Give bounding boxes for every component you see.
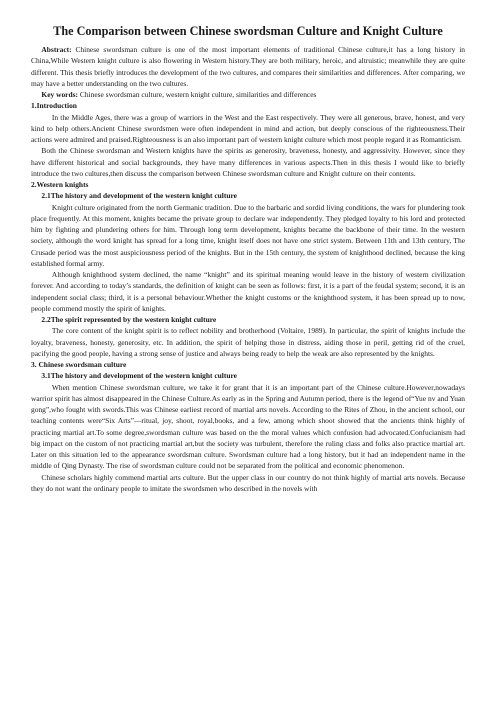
knight-spirit-paragraph: The core content of the knight spirit is to reflect nobility and brotherhood (Voltaire, 1989). In particular, the spirit of knights include the loyalty, braveness, honesty, generosity, etc. In addition, the spirit of helping those in distress, aiding those in peril, getting rid of the cruel, pacifying the good people, having a strong sense of justice and always being ready to help the weak are also represented by the knights. — [31, 326, 465, 358]
keywords-label: Key words: — [41, 90, 78, 99]
section-heading-western-knights: 2.Western knights — [31, 180, 89, 189]
keywords-text: Chinese swordsman culture, western knight culture, similarities and differences — [79, 90, 317, 99]
paper-body — [31, 44, 465, 494]
subsection-heading-2-1: 2.1The history and development of the western knight culture — [41, 191, 237, 201]
introduction-paragraph-1: In the Middle Ages, there was a group of warriors in the West and the East respectively. They were all generous, brave, honest, and very kind to help others.Ancient Chinese swordsmen were often independent in mind and action, but deeply conscious of the righteousness.Their actions were admired and praised.Righteousness is an also important part of western knight culture which most people regard it as Romanticism. — [31, 112, 465, 144]
section-heading-chinese-swordsman: 3. Chinese swordsman culture — [31, 360, 127, 369]
swordsman-paragraph-2: Chinese scholars highly commend martial arts culture. But the upper class in our country do not think highly of martial arts novels. Because they do not want the ordinary people to imitate the swordsmen who described in the novels with — [31, 472, 465, 493]
introduction-paragraph-2: Both the Chinese swordsman and Western knights have the spirits as generosity, braveness, honesty, and aggressivity. However, since they have different historical and social backgrounds, they have many differences in various aspects.Then in this thesis I would like to briefly introduce the two cultures,then discuss the comparison between Chinese swordsman culture and Knight culture on their contents. — [31, 146, 465, 178]
swordsman-paragraph-1: When mention Chinese swordsman culture, we take it for grant that it is an important part of the Chinese culture.However,nowadays warrior spirit has almost disappeared in the Chinese Culture.As early as in the Spring and Autumn period, there is the legend of“Yue nv and Yuan gong”,who fought with swords.This was Chinese earliest record of martial arts novels. According to the Rites of Zhou, in the ancient school, our teaching contents were“Six Arts”—ritual, joy, shoot, royal,books, and a few, among which shoot showed that the ancients think highly of practicing martial art.To some degree,swordsman culture was based on the the moral values which confusion had advocated.Confucianism had big impact on the custom of not practicing martial art,but the society was turbulent, therefore the ruling class and folks also practice martial art. Later on this situation led to the appearance swordsman culture. Swordsman culture had a long history, but it had an independent name in the middle of Qing Dynasty. The rise of swordsman culture could not be separated from the political and economic phenomenon. — [31, 382, 465, 471]
subsection-heading-3-1: 3.1The history and development of the western knight culture — [41, 371, 237, 381]
western-knights-paragraph-1: Knight culture originated from the north Germanic tradition. Due to the barbaric and sordid living conditions, the wars for plundering took place frequently. At this moment, knights became the private group to declare war independently. They pledged loyalty to his lord and protected him by fighting and plundering others for him. Through long term development, knights became the backbone of their time. In the western society, although the word knight has spread for a long time, knight itself does not have one strict system. Between 11th and 13th century, The Crusade period was the most auspiciousness period of the knights. But in the 15th century, the system of knighthood declined, because the king established formal army. — [31, 202, 465, 268]
western-knights-paragraph-2: Although knighthood system declined, the name “knight” and its spiritual meaning would leave in the history of western civilization forever. And according to today’s standards, the definition of knight can be seen as follows: first, it is a part of the feudal system; second, it is an independent social class; third, it is a personal behaviour.Whether the knight customs or the knighthood system, it has been spread up to now, people commend mostly the spirit of knights. — [31, 270, 465, 313]
section-heading-introduction: 1.Introduction — [31, 101, 77, 111]
abstract-text: Chinese swordsman culture is one of the most important elements of traditional Chinese culture,it has a long history in China,While Western knight culture is also flowering in Western history.They are both military, heroic, and altruistic; meanwhile they are quite different. This thesis briefly introduces the development of the two cultures, and compares their similarities and differences. After comparing, we may have a better understanding on the two cultures. — [31, 45, 465, 88]
paper-title: The Comparison between Chinese swordsman Culture and Knight Culture — [53, 24, 443, 38]
abstract — [31, 44, 465, 89]
abstract-label: Abstract: — [41, 45, 72, 54]
subsection-heading-2-2: 2.2The spirit represented by the western knight culture — [41, 315, 217, 324]
keywords — [31, 89, 465, 100]
